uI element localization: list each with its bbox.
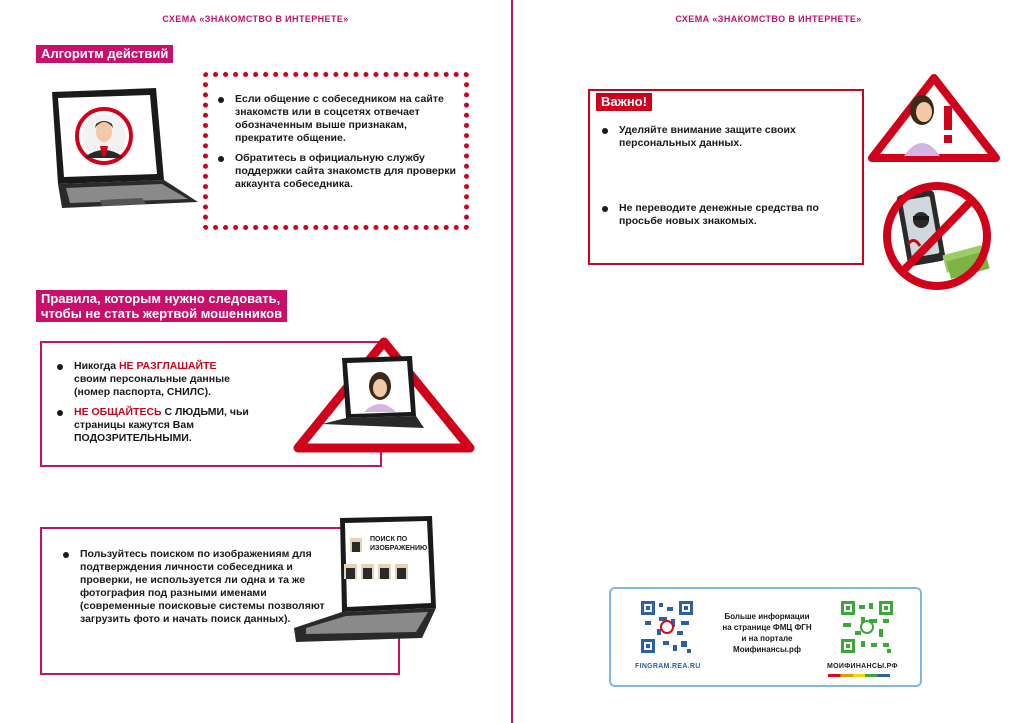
search-screen-title: ИЗОБРАЖЕНИЮ	[370, 545, 428, 552]
brand-color-stripe	[828, 674, 890, 677]
qr-code-fingram-icon	[641, 601, 693, 653]
rules-tag-line: чтобы не стать жертвой мошенников	[41, 306, 283, 321]
rules-item: НЕ ОБЩАЙТЕСЬ С ЛЮДЬМИ, чьи страницы кажутся Вам ПОДОЗРИТЕЛЬНЫМИ.	[57, 406, 257, 445]
footer-info-box	[609, 587, 922, 687]
algorithm-item: Обратитесь в официальную службу поддержки сайта знакомств для проверки аккаунта собеседника.	[218, 152, 458, 191]
warning-woman-illustration	[864, 72, 1002, 164]
algorithm-item: Если общение с собеседником на сайте знакомств или в соцсетях отвечает обозначенным выше признакам, прекратите общение.	[218, 93, 458, 145]
footer-text-line: и на портале	[741, 634, 793, 643]
search-item: Пользуйтесь поиском по изображениям для подтверждения личности собеседника и проверки, не используется ли одна и та же фотография под разными именами (современные поисковые системы позволяют загрузить фото и начать поиск данных).	[63, 548, 325, 626]
rules-tag	[36, 290, 287, 322]
footer-text	[705, 611, 829, 655]
rules-tag-line: Правила, которым нужно следовать,	[41, 291, 281, 306]
qr-moifinansy-label: МОИФИНАНСЫ.РФ	[827, 663, 898, 670]
algorithm-tag: Алгоритм действий	[36, 45, 173, 63]
qr-code-moifinansy-icon	[841, 601, 893, 653]
qr-fingram-label: FINGRAM.REA.RU	[635, 663, 701, 670]
search-laptop-illustration	[292, 516, 442, 646]
algorithm-list	[218, 93, 458, 198]
rules-item: Никогда НЕ РАЗГЛАШАЙТЕ своим персональные данные (номер паспорта, СНИЛС).	[57, 360, 257, 399]
important-tag: Важно!	[596, 93, 652, 111]
search-screen-title: ПОИСК ПО	[370, 536, 408, 543]
important-item: Не переводите денежные средства по просьбе новых знакомых.	[602, 202, 832, 228]
important-item: Уделяйте внимание защите своих персональных данных.	[602, 124, 832, 150]
rules-list	[57, 360, 257, 452]
important-list	[602, 124, 832, 235]
page-divider	[511, 0, 513, 723]
footer-text-line: на странице ФМЦ ФГН	[722, 623, 812, 632]
search-list	[63, 548, 325, 633]
laptop-man-illustration	[38, 88, 203, 210]
footer-text-line: Моифинансы.рф	[733, 645, 801, 654]
footer-text-line: Больше информации	[724, 612, 810, 621]
prohibition-phone-illustration	[880, 180, 998, 292]
right-page-header: СХЕМА «ЗНАКОМСТВО В ИНТЕРНЕТЕ»	[675, 14, 862, 24]
left-page-header: СХЕМА «ЗНАКОМСТВО В ИНТЕРНЕТЕ»	[162, 14, 349, 24]
warning-triangle-laptop-illustration	[292, 336, 476, 454]
